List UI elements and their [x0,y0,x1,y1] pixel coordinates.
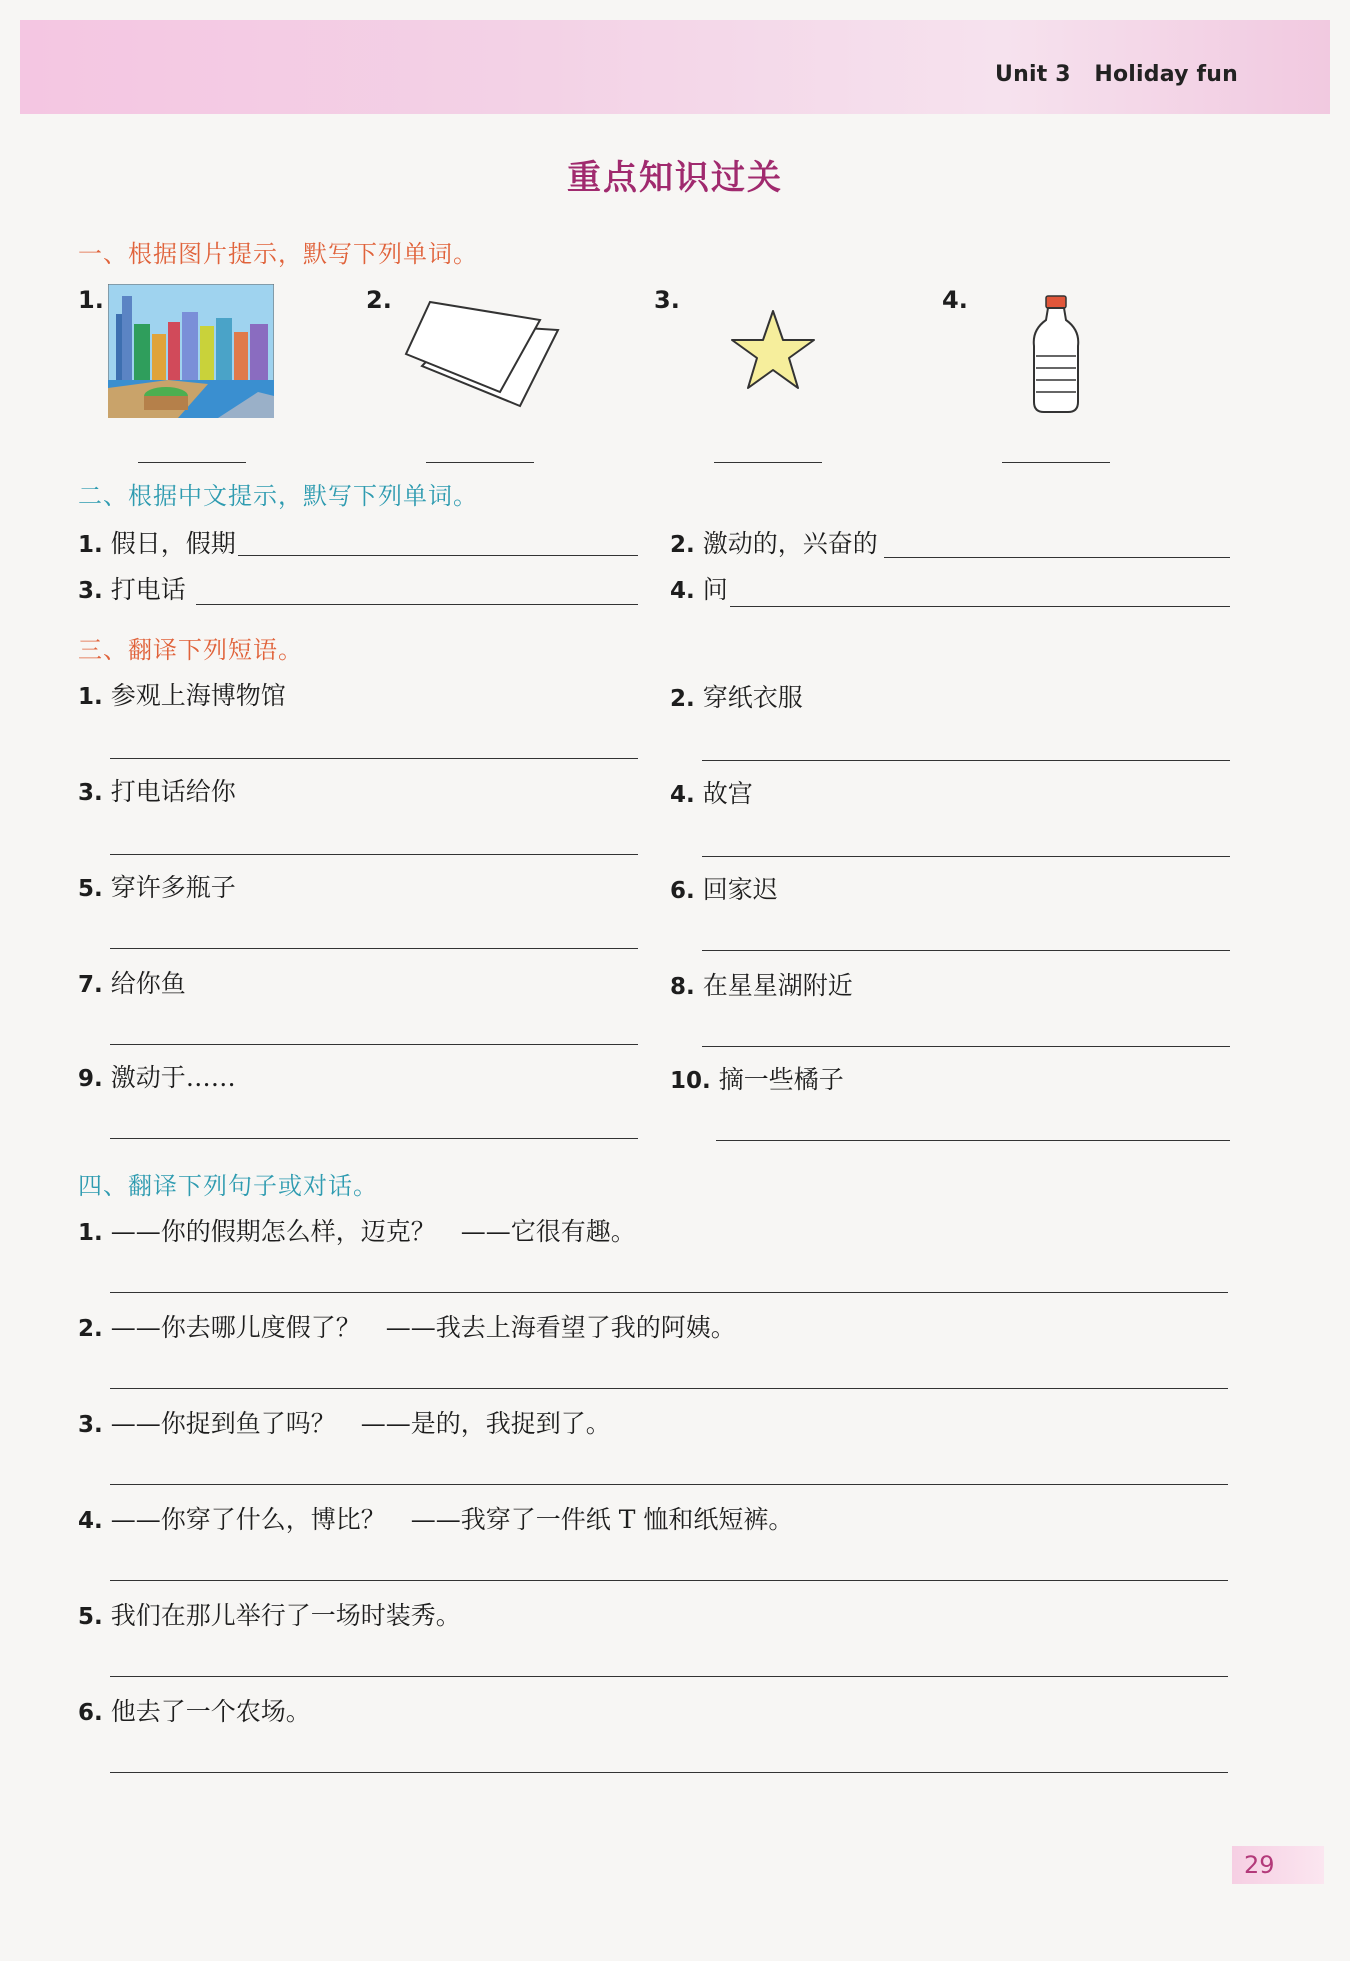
item-prompt: 假日，假期 [110,529,236,558]
answer-line[interactable] [138,462,246,463]
item-number: 5. [78,876,103,902]
answer-line[interactable] [110,1484,1228,1485]
section-1-heading: 一、根据图片提示，默写下列单词。 [78,240,478,268]
page-number: 29 [1232,1846,1324,1884]
answer-line[interactable] [196,604,638,605]
item-number: 4. [670,578,695,604]
unit-header [995,62,1238,87]
item-prompt: 穿纸衣服 [702,683,803,712]
answer-line[interactable] [1002,462,1110,463]
section-4-heading: 四、翻译下列句子或对话。 [78,1172,378,1200]
answer-line[interactable] [714,462,822,463]
phrase-item [78,1058,236,1094]
item-prompt: 问 [702,575,728,604]
page-title: 重点知识过关 [567,158,783,198]
item-number: 4. [670,782,695,808]
answer-line[interactable] [884,557,1230,558]
item-number: 5. [78,1604,103,1630]
item-prompt: 激动的，兴奋的 [702,529,878,558]
answer-line[interactable] [716,1140,1230,1141]
sentence-item [78,1596,461,1632]
item-number: 4. [78,1508,103,1534]
section-2-heading: 二、根据中文提示，默写下列单词。 [78,482,478,510]
phrase-item [78,676,286,712]
item-number: 2. [670,686,695,712]
item-prompt: ——你捉到鱼了吗？ ——是的，我捉到了。 [110,1409,611,1438]
answer-line[interactable] [110,1676,1228,1677]
item-number: 9. [78,1066,103,1092]
item-prompt: 故宫 [702,779,753,808]
item-prompt: 给你鱼 [110,969,186,998]
answer-line[interactable] [702,760,1230,761]
answer-line[interactable] [110,1772,1228,1773]
plastic-bottle-icon [1030,294,1082,416]
answer-line[interactable] [426,462,534,463]
item-prompt: 在星星湖附近 [702,971,853,1000]
item-prompt: 回家迟 [702,875,778,904]
picture-number: 3. [654,286,680,314]
phrase-item [670,870,778,906]
answer-line[interactable] [110,1388,1228,1389]
item-number: 2. [670,532,695,558]
item-prompt: ——你的假期怎么样，迈克？ ——它很有趣。 [110,1217,636,1246]
unit-number: Unit 3 [995,62,1071,87]
picture-number: 1. [78,286,104,314]
answer-line[interactable] [110,1580,1228,1581]
item-number: 10. [670,1068,711,1094]
item-prompt: 打电话给你 [110,777,236,806]
answer-line[interactable] [110,854,638,855]
answer-line[interactable] [702,856,1230,857]
picture-number: 2. [366,286,392,314]
picture-number: 4. [942,286,968,314]
item-number: 1. [78,532,103,558]
item-number: 6. [78,1700,103,1726]
item-number: 3. [78,578,103,604]
item-prompt: ——你去哪儿度假了？ ——我去上海看望了我的阿姨。 [110,1313,736,1342]
item-number: 8. [670,974,695,1000]
unit-topic: Holiday fun [1094,62,1238,87]
item-prompt: 参观上海博物馆 [110,681,286,710]
item-number: 1. [78,1220,103,1246]
phrase-item [670,774,753,810]
sentence-item [78,1500,793,1536]
phrase-item [78,868,236,904]
answer-line[interactable] [110,758,638,759]
item-number: 6. [670,878,695,904]
sentence-item [78,1692,311,1728]
sentence-item [78,1212,636,1248]
answer-line[interactable] [110,948,638,949]
city-skyline-icon [108,284,274,418]
vocab-item [78,570,186,606]
phrase-item [78,964,186,1000]
item-number: 7. [78,972,103,998]
section-3-heading: 三、翻译下列短语。 [78,636,303,664]
answer-line[interactable] [702,950,1230,951]
answer-line[interactable] [238,555,638,556]
vocab-item [78,524,236,560]
answer-line[interactable] [702,1046,1230,1047]
answer-line[interactable] [110,1138,638,1139]
item-prompt: 他去了一个农场。 [110,1697,311,1726]
star-icon [730,308,816,392]
item-prompt: 我们在那儿举行了一场时装秀。 [110,1601,461,1630]
item-number: 3. [78,780,103,806]
sentence-item [78,1404,611,1440]
phrase-item [670,1060,844,1096]
item-number: 1. [78,684,103,710]
paper-sheets-icon [400,294,560,412]
item-prompt: 打电话 [110,575,186,604]
item-prompt: 穿许多瓶子 [110,873,236,902]
phrase-item [670,678,803,714]
sentence-item [78,1308,736,1344]
vocab-item [670,570,728,606]
answer-line[interactable] [730,606,1230,607]
vocab-item [670,524,878,560]
item-number: 2. [78,1316,103,1342]
item-number: 3. [78,1412,103,1438]
phrase-item [670,966,853,1002]
answer-line[interactable] [110,1292,1228,1293]
item-prompt: ——你穿了什么，博比？ ——我穿了一件纸 T 恤和纸短裤。 [110,1505,794,1534]
phrase-item [78,772,236,808]
item-prompt: 激动于…… [110,1063,236,1092]
item-prompt: 摘一些橘子 [718,1065,844,1094]
answer-line[interactable] [110,1044,638,1045]
